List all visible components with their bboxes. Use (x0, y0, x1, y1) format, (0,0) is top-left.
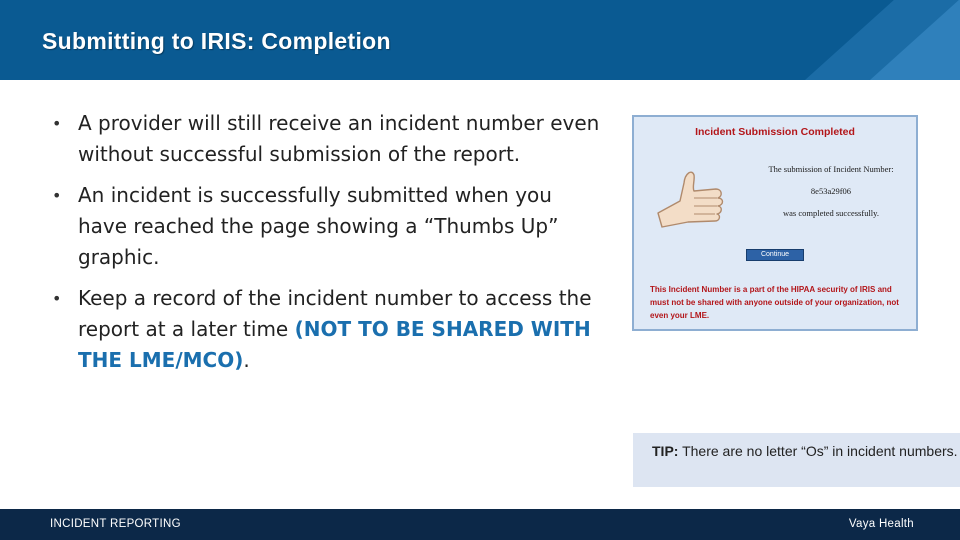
bullet-list (40, 108, 600, 386)
bullet-icon: • (52, 289, 62, 308)
incident-number: 8e53a29f06 (810, 186, 852, 196)
bullet-item (40, 108, 600, 170)
screenshot-heading: Incident Submission Completed (695, 126, 855, 138)
bullet-item (40, 283, 600, 376)
tip-text: There are no letter “Os” in incident numbers. (678, 443, 958, 459)
bullet-icon: • (52, 186, 62, 205)
bullet-item (40, 180, 600, 273)
tip-label: TIP: (652, 443, 679, 459)
footer-section-label: INCIDENT REPORTING (50, 518, 181, 530)
completed-text: was completed successfully. (783, 208, 879, 218)
bullet-highlight: (NOT TO BE SHARED WITH THE LME/MCO) (78, 317, 591, 372)
title-bar (0, 0, 960, 80)
hipaa-warning: This Incident Number is a part of the HIPAA security of IRIS and must not be shared with anyone outside of your organization, not even your LME. (650, 285, 899, 320)
bullet-text: Keep a record of the incident number to access the report at a later time (78, 286, 592, 341)
bullet-text: An incident is successfully submitted when you have reached the page showing a “Thumbs Up” graphic. (78, 183, 559, 269)
thumbs-up-icon (654, 161, 738, 231)
footer-brand: Vaya Health (848, 518, 914, 530)
slide-title: Submitting to IRIS: Completion (42, 28, 391, 54)
bullet-text: A provider will still receive an incident number even without successful submission of the report. (78, 111, 600, 166)
bullet-icon: • (52, 114, 62, 133)
bullet-text-end: . (243, 348, 250, 372)
tip-box (633, 433, 960, 487)
submission-text: The submission of Incident Number: (768, 164, 894, 174)
iris-completion-screenshot (632, 115, 918, 331)
continue-button[interactable]: Continue (746, 249, 804, 261)
footer-bar (0, 509, 960, 540)
